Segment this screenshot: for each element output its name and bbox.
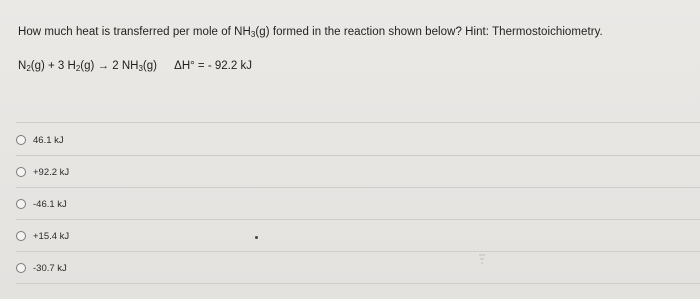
option-label: +92.2 kJ: [33, 166, 70, 178]
option-label: 46.1 kJ: [33, 134, 64, 146]
answer-option-2[interactable]: [16, 162, 69, 182]
radio-button[interactable]: [16, 199, 26, 209]
answer-option-5[interactable]: [16, 258, 67, 278]
question-prefix: How much heat is transferred per mole of NH: [18, 26, 251, 38]
divider: [16, 283, 700, 284]
answer-option-1[interactable]: [16, 130, 64, 150]
eq-n2-sub: 2: [26, 64, 31, 73]
radio-button[interactable]: [16, 135, 26, 145]
eq-h2-sub: 2: [75, 64, 81, 73]
answer-option-4[interactable]: [16, 226, 69, 246]
divider: [16, 122, 700, 123]
option-label: -30.7 kJ: [33, 262, 67, 274]
eq-n2: N: [18, 60, 27, 72]
radio-button[interactable]: [16, 263, 26, 273]
radio-button[interactable]: [16, 167, 26, 177]
cursor-dot: [255, 236, 258, 239]
eq-n2-state: (g) + 3 H: [30, 60, 76, 72]
reaction-equation: [18, 60, 252, 72]
option-label: +15.4 kJ: [33, 230, 70, 242]
question-text: [18, 26, 603, 38]
radio-button[interactable]: [16, 231, 26, 241]
enthalpy-value: ΔH° = - 92.2 kJ: [174, 60, 252, 72]
divider: [16, 187, 700, 188]
eq-h2-state: (g) → 2 NH: [80, 60, 139, 72]
question-suffix: (g) formed in the reaction shown below? Hint: Thermostoichiometry.: [255, 26, 603, 38]
question-subscript: 3: [250, 30, 256, 39]
eq-nh3-state: (g): [142, 60, 157, 72]
eq-nh3-sub: 3: [138, 64, 143, 73]
divider: [16, 251, 700, 252]
answer-option-3[interactable]: [16, 194, 67, 214]
option-label: -46.1 kJ: [33, 198, 67, 210]
divider: [16, 219, 700, 220]
divider: [16, 155, 700, 156]
scribble-icon: [478, 253, 486, 265]
